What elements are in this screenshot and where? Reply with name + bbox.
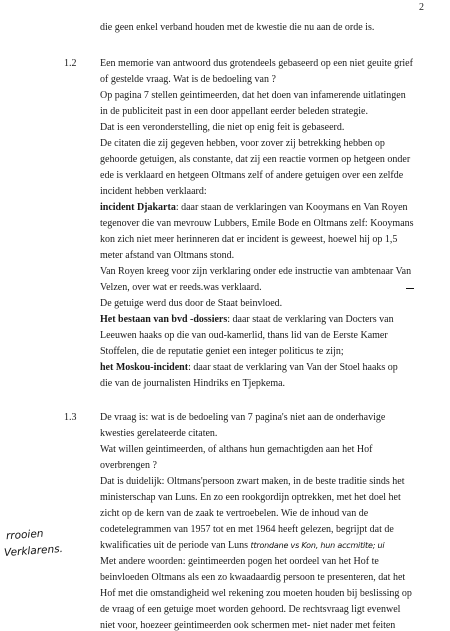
margin-note-line: rrooien xyxy=(5,527,44,543)
text-line: Stoffelen, die de reputatie geniet een integer politicus te zijn; xyxy=(100,346,344,357)
text-line: die geen enkel verband houden met de kwestie die nu aan de orde is. xyxy=(100,22,375,33)
text-line: Dat is een veronderstelling, die niet op enig feit is gebaseerd. xyxy=(100,122,345,133)
text-line: kwesties gerelateerde citaten. xyxy=(100,428,218,439)
text-line: Wat willen geintimeerden, of althans hun gemachtigden aan het Hof xyxy=(100,444,373,455)
text-line: de vraag of een getuige moet worden gehoord. De rechtsvraag ligt evenwel xyxy=(100,604,401,615)
text-line: Leeuwen haaks op die van oud-kamerlid, thans lid van de Eerste Kamer xyxy=(100,330,388,341)
text-line: Hof met die omstandigheid wel rekening zou moeten houden bij beslissing op xyxy=(100,588,412,599)
bold-heading: Het bestaan van bvd -dossiers xyxy=(100,314,228,325)
bold-heading: het Moskou-incident xyxy=(100,362,189,373)
text-line: kon zich niet meer herinneren dat er incident is geweest, hoewel hij op 1,5 xyxy=(100,234,398,245)
bold-heading: incident Djakarta xyxy=(100,202,176,213)
text-line: Het bestaan van bvd -dossiers: daar staat de verklaring van Docters van xyxy=(100,314,394,325)
section-number: 1.2 xyxy=(64,58,77,69)
text-line: De citaten die zij gegeven hebben, voor zover zij betrekking hebben op xyxy=(100,138,385,149)
text-line: De getuige werd dus door de Staat beinvloed. xyxy=(100,298,283,309)
text-line: zicht op de kern van de zaak te vertroebelen. Wie de inhoud van de xyxy=(100,508,369,519)
edit-mark xyxy=(406,288,414,289)
handwritten-annotation: ttrondane vs Kon, hun accmitite; ui xyxy=(250,541,385,550)
text-line: tegenover die van mevrouw Lubbers, Emile Bode en Oltmans zelf: Kooymans xyxy=(100,218,414,229)
text-line: het Moskou-incident: daar staat de verklaring van Van der Stoel haaks op xyxy=(100,362,398,373)
text-line: ministerschap van Luns. En zo een rookgordijn optrekken, met het doel het xyxy=(100,492,401,503)
text-line: in de publiciteit past in een door appellant eerder beleden strategie. xyxy=(100,106,368,117)
text-line: codetelegrammen van 1957 tot en met 1964 heeft gelezen, begrijpt dat de xyxy=(100,524,394,535)
text-line: Op pagina 7 stellen geintimeerden, dat het doen van infamerende uitlatingen xyxy=(100,90,406,101)
text-line: incident Djakarta: daar staan de verklaringen van Kooymans en Van Royen xyxy=(100,202,408,213)
text-line: niet voor, hoezeer geintimeerden ook schermen met- niet nader met feiten xyxy=(100,620,396,631)
text-line: beinvloeden Oltmans als een zo kwaadaardig persoon te presenteren, dat het xyxy=(100,572,406,583)
text-line: kwalificaties uit de periode van Luns ttrondane vs Kon, hun accmitite; ui xyxy=(100,540,385,551)
text-line: overbrengen ? xyxy=(100,460,157,471)
text-line: of gestelde vraag. Wat is de bedoeling van ? xyxy=(100,74,276,85)
text-line: incident hebben verklaard: xyxy=(100,186,207,197)
text-line: ede is verklaard en hetgeen Oltmans zelf of andere getuigen over een zelfde xyxy=(100,170,404,181)
text-line: Van Royen kreeg voor zijn verklaring onder ede instructie van ambtenaar Van xyxy=(100,266,412,277)
text-line: die van de journalisten Hindriks en Tjepkema. xyxy=(100,378,286,389)
text-line: meter afstand van Oltmans stond. xyxy=(100,250,235,261)
text-line: Velzen, over wat er reeds.was verklaard. xyxy=(100,282,262,293)
section-number: 1.3 xyxy=(64,412,77,423)
text-line: Een memorie van antwoord dus grotendeels gebaseerd op een niet geuite grief xyxy=(100,58,413,69)
text-line: De vraag is: wat is de bedoeling van 7 pagina's niet aan de onderhavige xyxy=(100,412,386,423)
text-line: Met andere woorden: geintimeerden pogen het oordeel van het Hof te xyxy=(100,556,379,567)
margin-note-line: Verklarens. xyxy=(3,542,64,560)
text-line: gehoorde getuigen, als constante, dat zij een reactie vormen op hetgeen onder xyxy=(100,154,411,165)
page-number: 2 xyxy=(419,2,424,13)
text-line: Dat is duidelijk: Oltmans'persoon zwart maken, in de beste traditie sinds het xyxy=(100,476,405,487)
